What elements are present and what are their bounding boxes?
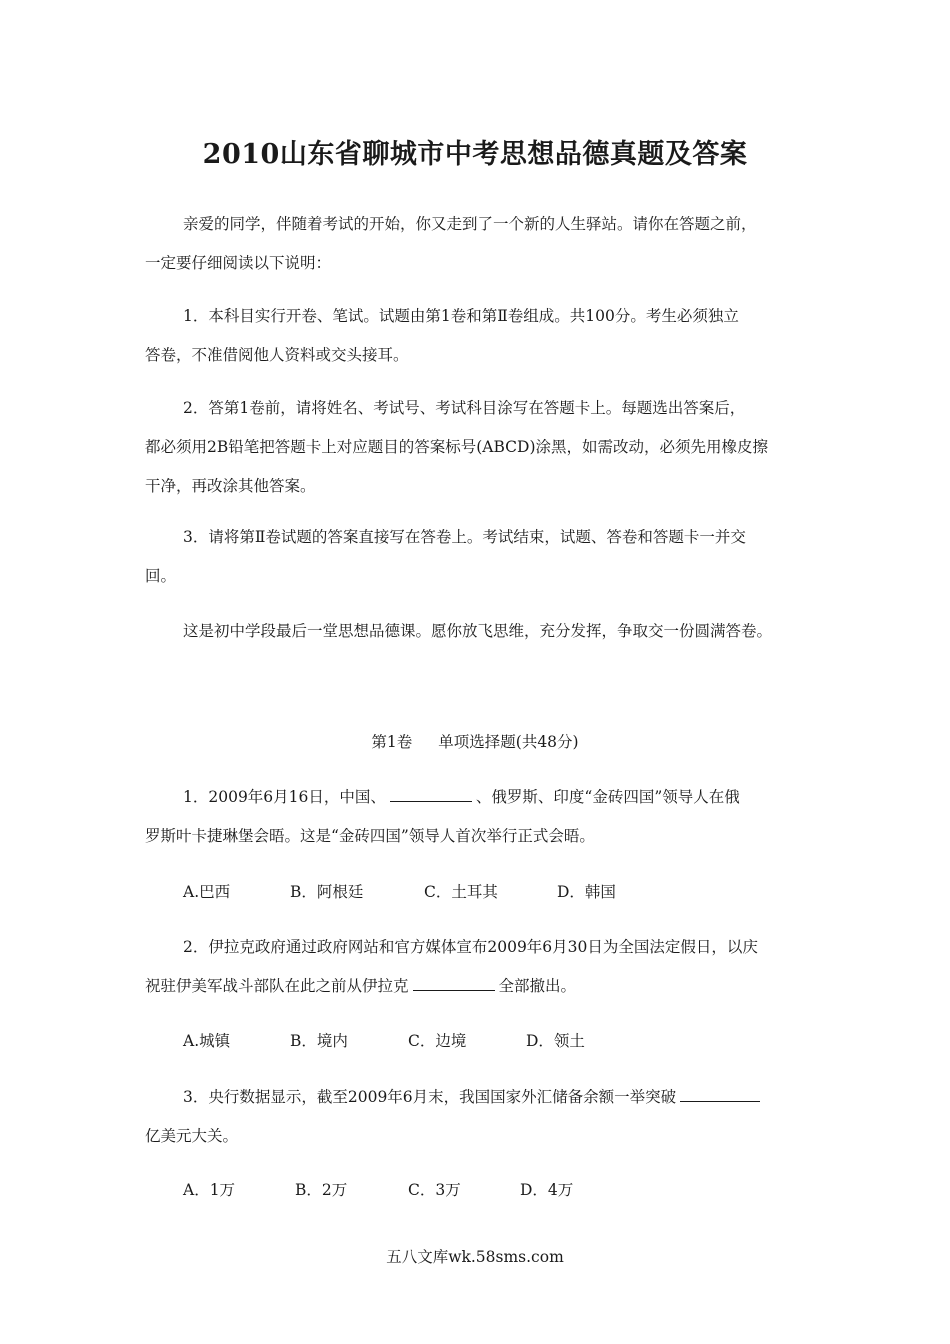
intro-paragraph [145, 205, 810, 283]
intro-line-2: 一定要仔细阅读以下说明： [145, 254, 332, 272]
instruction-2 [145, 389, 810, 506]
option-a: A．1万 [183, 1181, 236, 1199]
question-3-options [183, 1178, 573, 1200]
section-name: 单项选择题(共48分) [438, 733, 579, 751]
option-d: D．领土 [526, 1032, 585, 1050]
instruction-1-line-2: 答卷，不准借阅他人资料或交头接耳。 [145, 346, 409, 364]
intro-line-1: 亲爱的同学，伴随着考试的开始，你又走到了一个新的人生驿站。请你在答题之前， [183, 215, 757, 233]
instruction-3 [145, 518, 810, 596]
instruction-1 [145, 297, 810, 375]
option-c: C．3万 [408, 1181, 461, 1199]
question-3-text-before: 3．央行数据显示，截至2009年6月末，我国国家外汇储备余额一举突破 [183, 1088, 677, 1106]
question-2-options [183, 1029, 585, 1051]
question-1-text-before: 1．2009年6月16日，中国、 [183, 788, 386, 806]
question-3-line-2: 亿美元大关。 [145, 1127, 239, 1145]
answer-blank [413, 974, 495, 991]
section-part: 第1卷 [371, 733, 413, 751]
option-d: D．4万 [520, 1181, 574, 1199]
option-b: B．2万 [295, 1181, 348, 1199]
answer-blank [390, 785, 472, 802]
option-a: A.城镇 [183, 1032, 231, 1050]
page-title: 2010山东省聊城市中考思想品德真题及答案 [202, 139, 748, 170]
instruction-2-line-3: 干净，再改涂其他答案。 [145, 477, 316, 495]
question-1-line-2: 罗斯叶卡捷琳堡会晤。这是“金砖四国”领导人首次举行正式会晤。 [145, 827, 595, 845]
instruction-1-line-1: 1．本科目实行开卷、笔试。试题由第1卷和第Ⅱ卷组成。共100分。考生必须独立 [183, 307, 739, 325]
option-b: B．境内 [290, 1032, 348, 1050]
option-c: C．土耳其 [424, 883, 498, 901]
question-1 [145, 778, 810, 856]
footer-watermark: 五八文库wk.58sms.com [386, 1248, 564, 1266]
question-2-text-after: 全部撤出。 [498, 977, 577, 995]
option-a: A.巴西 [183, 883, 231, 901]
question-3 [145, 1078, 810, 1156]
closing-text: 这是初中学段最后一堂思想品德课。愿你放飞思维，充分发挥，争取交一份圆满答卷。 [183, 622, 773, 640]
question-2-text-before: 祝驻伊美军战斗部队在此之前从伊拉克 [145, 977, 409, 995]
instruction-2-line-1: 2．答第1卷前，请将姓名、考试号、考试科目涂写在答题卡上。每题选出答案后， [183, 399, 746, 417]
section-title [0, 730, 950, 752]
question-2-line-1: 2．伊拉克政府通过政府网站和官方媒体宣布2009年6月30日为全国法定假日，以庆 [183, 938, 758, 956]
question-2 [145, 928, 810, 1006]
question-1-options [183, 880, 616, 902]
closing-paragraph [145, 612, 810, 651]
question-1-text-after: 、俄罗斯、印度“金砖四国”领导人在俄 [475, 788, 740, 806]
option-b: B．阿根廷 [290, 883, 364, 901]
instruction-3-line-2: 回。 [145, 567, 177, 585]
instruction-3-line-1: 3．请将第Ⅱ卷试题的答案直接写在答卷上。考试结束，试题、答卷和答题卡一并交 [183, 528, 746, 546]
answer-blank [680, 1085, 760, 1102]
instruction-2-line-2: 都必须用2B铅笔把答题卡上对应题目的答案标号(ABCD)涂黑，如需改动，必须先用橡皮擦 [145, 438, 769, 456]
option-d: D．韩国 [557, 883, 616, 901]
option-c: C．边境 [408, 1032, 467, 1050]
